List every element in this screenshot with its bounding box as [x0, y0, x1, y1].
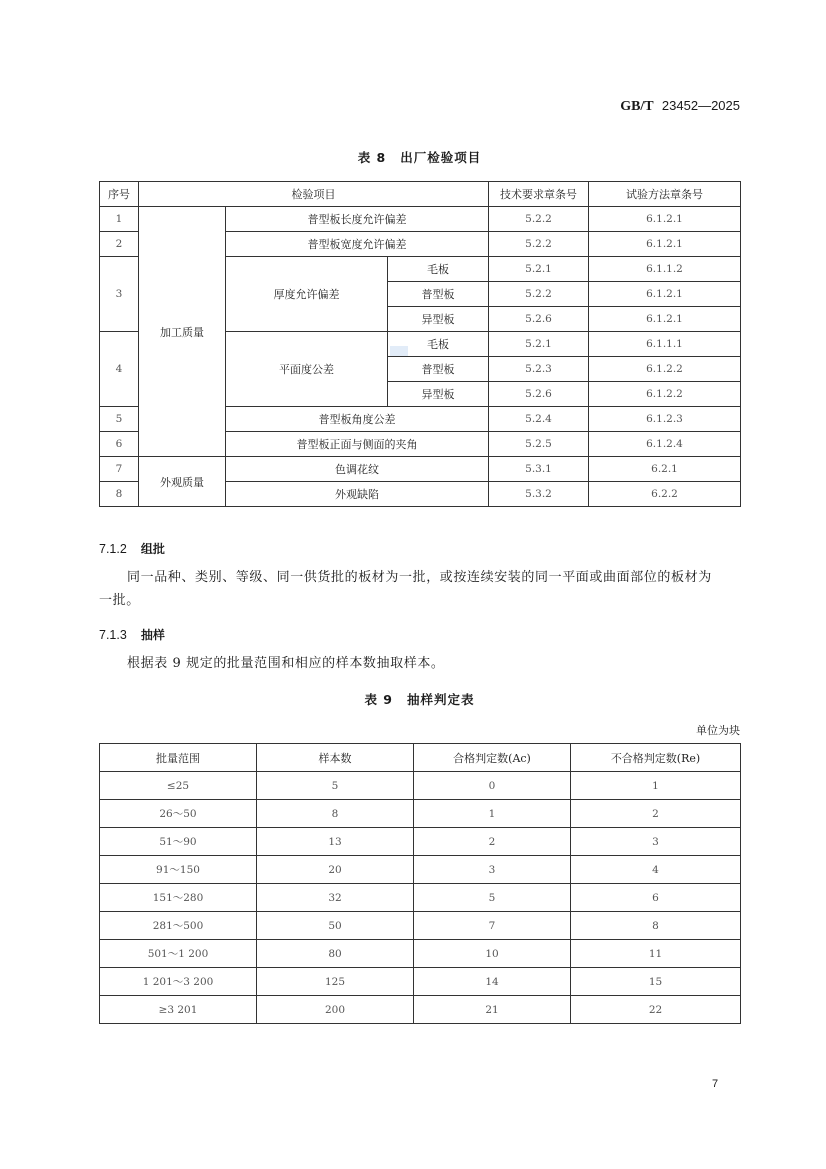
cell-ac: 7	[414, 912, 571, 940]
section-7-1-3-heading	[99, 626, 165, 643]
cell-req: 5.2.2	[489, 282, 589, 307]
cell-re: 11	[571, 940, 741, 968]
cell-re: 4	[571, 856, 741, 884]
cell-subitem: 普型板	[388, 357, 489, 382]
cell-req: 5.2.1	[489, 257, 589, 282]
standard-prefix: GB/T	[620, 99, 654, 114]
cell-sample: 50	[257, 912, 414, 940]
section-number: 7.1.2	[99, 542, 127, 556]
watermark-stamp	[390, 346, 408, 356]
cell-item: 色调花纹	[226, 457, 489, 482]
table9-caption	[99, 690, 740, 708]
cell-method: 6.1.2.3	[589, 407, 741, 432]
cell-ac: 21	[414, 996, 571, 1024]
cell-ac: 5	[414, 884, 571, 912]
table-row	[100, 207, 741, 232]
cell-method: 6.1.2.1	[589, 282, 741, 307]
cell-lot: 151～280	[100, 884, 257, 912]
cell-req: 5.2.6	[489, 307, 589, 332]
cell-ac: 3	[414, 856, 571, 884]
cell-re: 6	[571, 884, 741, 912]
cell-lot: 281～500	[100, 912, 257, 940]
cell-ac: 10	[414, 940, 571, 968]
cell-subitem: 异型板	[388, 307, 489, 332]
section-7-1-3-paragraph: 根据表 9 规定的批量范围和相应的样本数抽取样本。	[127, 656, 445, 671]
cell-sample: 13	[257, 828, 414, 856]
cell-item: 普型板宽度允许偏差	[226, 232, 489, 257]
table9-unit-note: 单位为块	[696, 724, 740, 737]
table-row	[100, 457, 741, 482]
cell-re: 2	[571, 800, 741, 828]
group-appearance: 外观质量	[139, 457, 226, 507]
cell-seq: 5	[100, 407, 139, 432]
cell-re: 1	[571, 772, 741, 800]
cell-sample: 200	[257, 996, 414, 1024]
cell-item: 平面度公差	[226, 332, 388, 407]
cell-re: 22	[571, 996, 741, 1024]
cell-sample: 80	[257, 940, 414, 968]
header-lot: 批量范围	[100, 744, 257, 772]
cell-seq: 6	[100, 432, 139, 457]
cell-seq: 8	[100, 482, 139, 507]
cell-lot: 501～1 200	[100, 940, 257, 968]
cell-seq: 7	[100, 457, 139, 482]
cell-sample: 8	[257, 800, 414, 828]
cell-req: 5.2.4	[489, 407, 589, 432]
table-header-row	[100, 744, 741, 772]
table9-sampling-judgment	[99, 743, 741, 1024]
cell-seq: 2	[100, 232, 139, 257]
page-number: 7	[712, 1078, 719, 1090]
header-sample: 样本数	[257, 744, 414, 772]
cell-lot: 1 201～3 200	[100, 968, 257, 996]
cell-req: 5.2.5	[489, 432, 589, 457]
cell-method: 6.2.2	[589, 482, 741, 507]
cell-method: 6.1.1.1	[589, 332, 741, 357]
cell-re: 15	[571, 968, 741, 996]
cell-req: 5.2.2	[489, 207, 589, 232]
cell-req: 5.2.3	[489, 357, 589, 382]
section-7-1-2-paragraph-line2: 一批。	[99, 593, 140, 608]
table-row	[100, 800, 741, 828]
standard-code	[560, 98, 740, 115]
header-seq: 序号	[100, 182, 139, 207]
cell-sample: 5	[257, 772, 414, 800]
cell-lot: ≤25	[100, 772, 257, 800]
cell-ac: 1	[414, 800, 571, 828]
table8-caption-title: 出厂检验项目	[400, 150, 482, 165]
table-row	[100, 912, 741, 940]
table-row	[100, 996, 741, 1024]
header-method: 试验方法章条号	[589, 182, 741, 207]
cell-method: 6.1.2.1	[589, 232, 741, 257]
table-header-row	[100, 182, 741, 207]
cell-req: 5.3.1	[489, 457, 589, 482]
section-title: 抽样	[140, 628, 165, 642]
table8-inspection-items	[99, 181, 741, 507]
cell-item: 厚度允许偏差	[226, 257, 388, 332]
cell-method: 6.1.2.1	[589, 307, 741, 332]
cell-subitem: 异型板	[388, 382, 489, 407]
header-ac: 合格判定数(Ac)	[414, 744, 571, 772]
section-title: 组批	[140, 542, 165, 556]
cell-subitem: 毛板	[388, 257, 489, 282]
cell-lot: 26～50	[100, 800, 257, 828]
cell-sample: 125	[257, 968, 414, 996]
cell-method: 6.1.2.2	[589, 357, 741, 382]
cell-re: 8	[571, 912, 741, 940]
section-7-1-2-heading	[99, 540, 165, 557]
cell-req: 5.3.2	[489, 482, 589, 507]
cell-lot: 51～90	[100, 828, 257, 856]
cell-method: 6.1.2.1	[589, 207, 741, 232]
header-re: 不合格判定数(Re)	[571, 744, 741, 772]
table8-caption	[99, 148, 740, 166]
cell-ac: 2	[414, 828, 571, 856]
cell-item: 普型板正面与侧面的夹角	[226, 432, 489, 457]
cell-item: 普型板角度公差	[226, 407, 489, 432]
table-row	[100, 856, 741, 884]
cell-ac: 14	[414, 968, 571, 996]
table-row	[100, 828, 741, 856]
section-number: 7.1.3	[99, 628, 127, 642]
group-processing: 加工质量	[139, 207, 226, 457]
cell-req: 5.2.6	[489, 382, 589, 407]
cell-lot: 91～150	[100, 856, 257, 884]
cell-sample: 20	[257, 856, 414, 884]
cell-ac: 0	[414, 772, 571, 800]
header-req: 技术要求章条号	[489, 182, 589, 207]
cell-seq: 1	[100, 207, 139, 232]
header-item: 检验项目	[139, 182, 489, 207]
cell-lot: ≥3 201	[100, 996, 257, 1024]
cell-item: 普型板长度允许偏差	[226, 207, 489, 232]
table8-caption-label: 表 8	[357, 150, 387, 165]
section-7-1-2-paragraph-line1: 同一品种、类别、等级、同一供货批的板材为一批，或按连续安装的同一平面或曲面部位的板材为	[127, 570, 712, 585]
cell-item: 外观缺陷	[226, 482, 489, 507]
table9-caption-title: 抽样判定表	[407, 692, 475, 707]
cell-method: 6.1.2.2	[589, 382, 741, 407]
cell-method: 6.1.1.2	[589, 257, 741, 282]
table-row	[100, 772, 741, 800]
cell-req: 5.2.2	[489, 232, 589, 257]
table-row	[100, 968, 741, 996]
cell-method: 6.1.2.4	[589, 432, 741, 457]
cell-subitem: 毛板	[388, 332, 489, 357]
cell-sample: 32	[257, 884, 414, 912]
table-row	[100, 884, 741, 912]
standard-number: 23452—2025	[661, 98, 740, 113]
cell-subitem: 普型板	[388, 282, 489, 307]
cell-re: 3	[571, 828, 741, 856]
table-row	[100, 940, 741, 968]
cell-seq: 4	[100, 332, 139, 407]
cell-method: 6.2.1	[589, 457, 741, 482]
cell-req: 5.2.1	[489, 332, 589, 357]
cell-seq: 3	[100, 257, 139, 332]
table9-caption-label: 表 9	[364, 692, 394, 707]
